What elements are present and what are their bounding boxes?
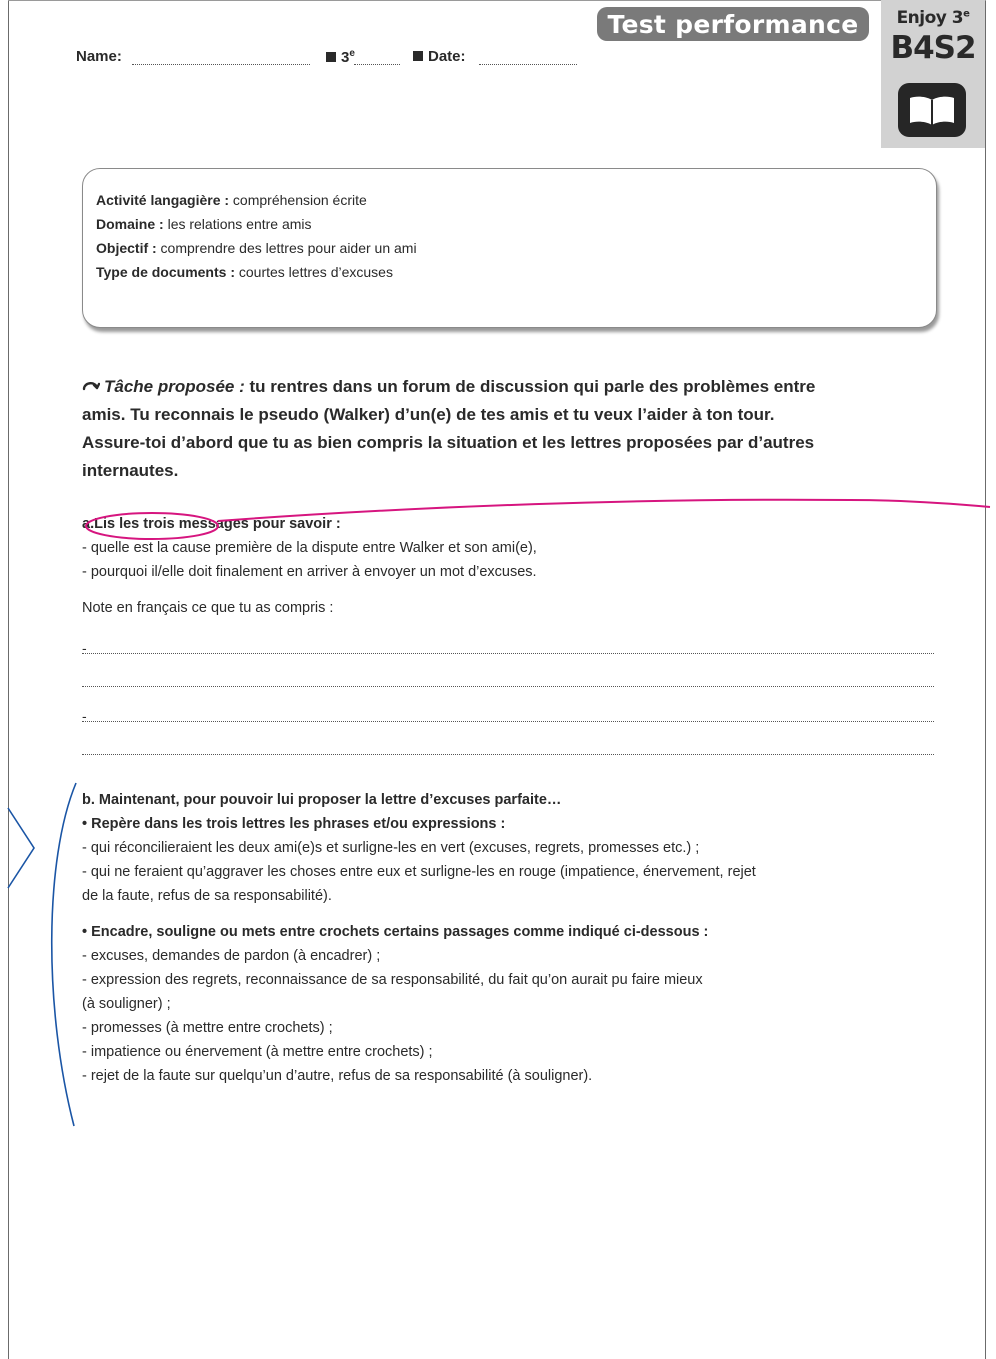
class-label: 3e [326,48,355,66]
part-a-note: Note en français ce que tu as compris : [82,600,334,616]
task-line-1: Tâche proposée : tu rentres dans un forum de discussion qui parle des problèmes entre [82,377,815,399]
blue-bracket-annotation [52,783,76,1126]
blue-chevron-annotation [8,808,34,888]
unit-code: B4S2 [890,30,976,66]
part-b-item-1: - qui réconcilieraient les deux ami(e)s et surligne-les en vert (excuses, regrets, promesses etc.) ; [82,840,700,856]
answer-line-4[interactable] [82,754,934,755]
task-line-3: Assure-toi d’abord que tu as bien compris la situation et les lettres proposées par d’autres [82,433,815,452]
name-field[interactable] [132,64,310,65]
enjoy-level-label [881,8,985,28]
info-domaine: Domaine : les relations entre amis [96,216,312,232]
banner-text: Test performance [607,9,859,39]
test-performance-banner [597,7,869,41]
part-a-item-2: - pourquoi il/elle doit finalement en arriver à envoyer un mot d’excuses. [82,564,537,580]
part-a-item-1: - quelle est la cause première de la dispute entre Walker et son ami(e), [82,540,537,556]
part-b-item-3: - excuses, demandes de pardon (à encadrer) ; [82,948,381,964]
part-b-item-5: - promesses (à mettre entre crochets) ; [82,1020,333,1036]
part-b-item-6: - impatience ou énervement (à mettre entre crochets) ; [82,1044,433,1060]
part-b-title: b. Maintenant, pour pouvoir lui proposer la lettre d’excuses parfaite… [82,792,562,808]
open-book-icon [898,83,966,137]
part-b-item-4a: - expression des regrets, reconnaissance de sa responsabilité, du fait qu’on aurait pu faire mieux [82,972,703,988]
part-b-item-2a: - qui ne feraient qu’aggraver les choses entre eux et surligne-les en rouge (impatience, énervement, rejet [82,864,756,880]
date-label: Date: [413,48,466,65]
answer-line-2[interactable] [82,686,934,687]
answer-line-1[interactable] [82,653,934,654]
info-activite: Activité langagière : compréhension écrite [96,192,367,208]
date-field[interactable] [479,64,577,65]
info-objectif: Objectif : comprendre des lettres pour aider un ami [96,240,417,256]
part-b-item-2b: de la faute, refus de sa responsabilité). [82,888,332,904]
task-line-4: internautes. [82,461,179,480]
task-line-2: amis. Tu reconnais le pseudo (Walker) d’un(e) de tes amis et tu veux l’aider à ton tour. [82,405,775,424]
enjoy-text: Enjoy 3 [896,8,964,28]
class-field[interactable] [354,64,400,65]
info-type: Type de documents : courtes lettres d’excuses [96,264,393,280]
part-b-item-7: - rejet de la faute sur quelqu’un d’autre, refus de sa responsabilité (à souligner). [82,1068,593,1084]
name-label: Name: [76,48,122,65]
part-b-item-4b: (à souligner) ; [82,996,171,1012]
part-b-bullet-2: • Encadre, souligne ou mets entre crochets certains passages comme indiqué ci-dessous : [82,924,709,940]
curved-arrow-icon [82,379,104,399]
enjoy-sup: e [963,8,970,20]
answer-dash-2: - [82,708,87,724]
page-border-top [8,0,986,1]
part-a-title: a.Lis les trois messages pour savoir : [82,516,341,532]
answer-dash-1: - [82,640,87,656]
page-border-right [985,0,986,1359]
part-b-bullet-1: • Repère dans les trois lettres les phrases et/ou expressions : [82,816,506,832]
page-border-left [8,0,9,1359]
answer-line-3[interactable] [82,721,934,722]
